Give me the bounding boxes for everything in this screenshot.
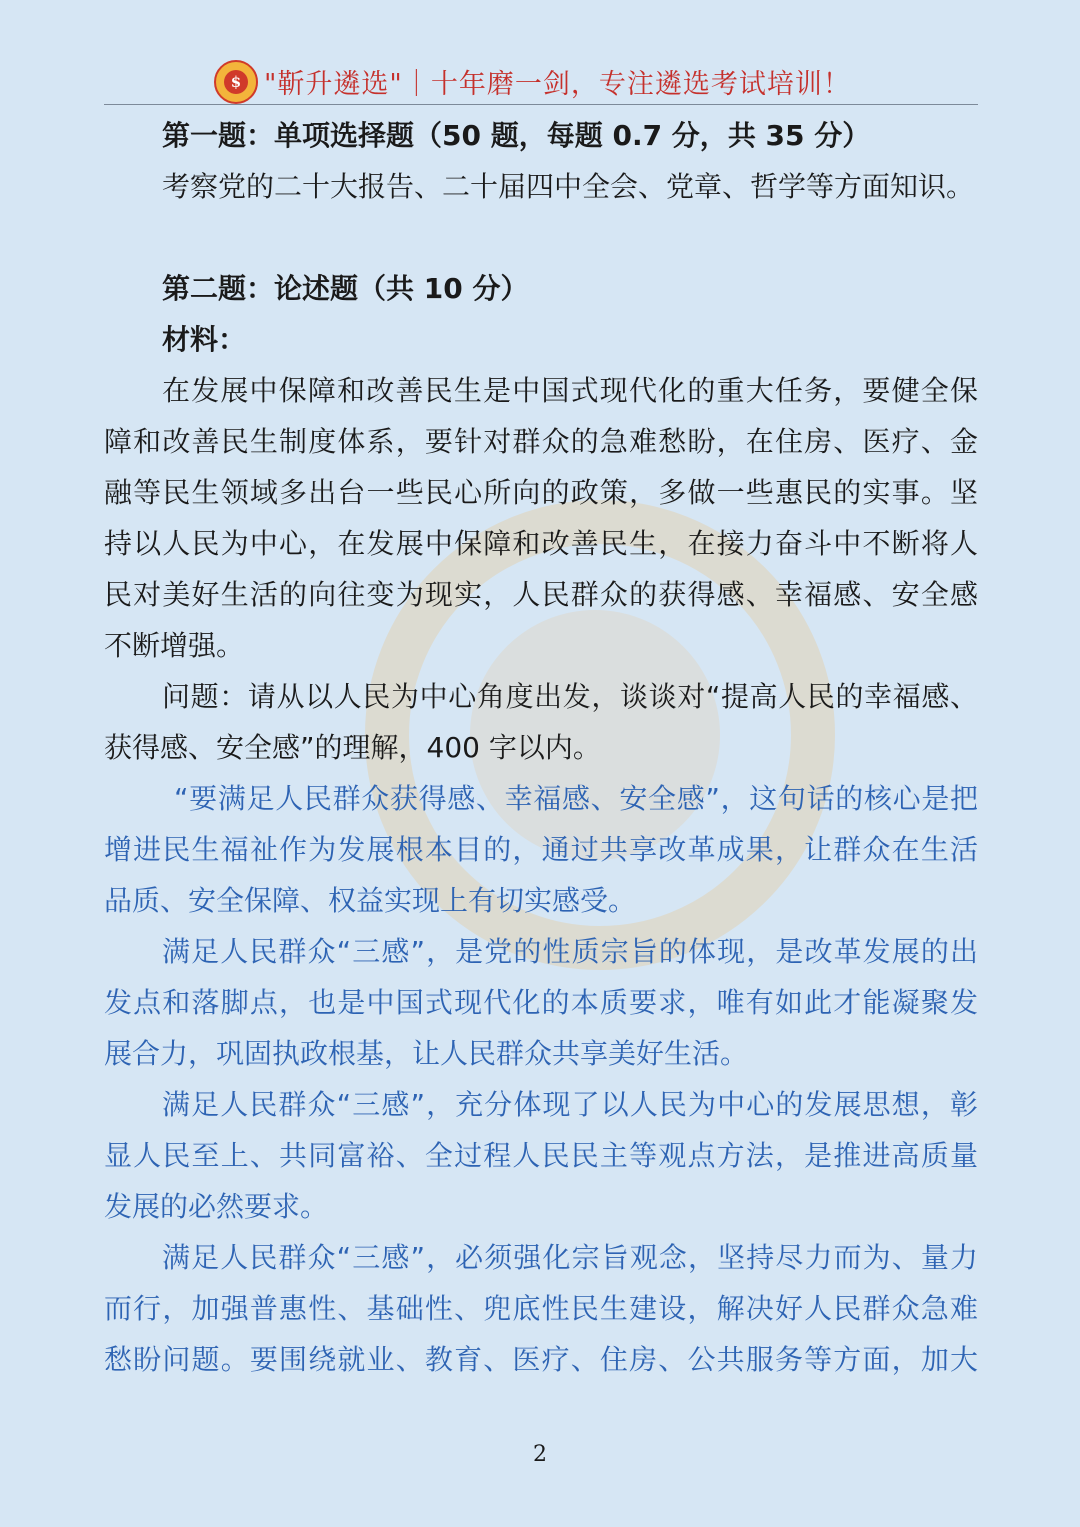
answer-line: 满足人民群众“三感”，充分体现了以人民为中心的发展思想，彰 — [162, 1088, 978, 1121]
answer-line: 发展的必然要求。 — [104, 1190, 329, 1223]
answer-line: 愁盼问题。要围绕就业、教育、医疗、住房、公共服务等方面，加大 — [104, 1343, 978, 1376]
material-line: 民对美好生活的向往变为现实，人民群众的获得感、幸福感、安全感 — [104, 578, 978, 611]
header-slogan: "靳升遴选"｜十年磨一剑，专注遴选考试培训！ — [264, 69, 851, 100]
answer-line: 满足人民群众“三感”，是党的性质宗旨的体现，是改革发展的出 — [162, 935, 978, 968]
answer-line: 增进民生福祉作为发展根本目的，通过共享改革成果，让群众在生活 — [104, 833, 978, 866]
spacer — [104, 212, 978, 263]
answer-line: 满足人民群众“三感”，必须强化宗旨观念，坚持尽力而为、量力 — [162, 1241, 978, 1274]
material-line: 融等民生领域多出台一些民心所向的政策，多做一些惠民的实事。坚 — [104, 476, 978, 509]
section2-title: 第二题：论述题（共 10 分） — [162, 272, 529, 305]
answer-line: 品质、安全保障、权益实现上有切实感受。 — [104, 884, 637, 917]
logo-mark-icon: $ — [224, 70, 248, 94]
material-label: 材料： — [162, 323, 247, 356]
section1-desc: 考察党的二十大报告、二十届四中全会、党章、哲学等方面知识。 — [162, 170, 975, 203]
material-line: 不断增强。 — [104, 629, 245, 662]
document-body — [104, 110, 978, 1385]
section1-title: 第一题：单项选择题（50 题，每题 0.7 分，共 35 分） — [162, 119, 871, 152]
question-line: 问题：请从以人民为中心角度出发，谈谈对“提高人民的幸福感、 — [162, 680, 978, 713]
page-number: 2 — [533, 1442, 547, 1467]
material-line: 障和改善民生制度体系，要针对群众的急难愁盼，在住房、医疗、金 — [104, 425, 978, 458]
material-line: 持以人民为中心，在发展中保障和改善民生，在接力奋斗中不断将人 — [104, 527, 978, 560]
answer-line: 展合力，巩固执政根基，让人民群众共享美好生活。 — [104, 1037, 749, 1070]
question-line: 获得感、安全感”的理解，400 字以内。 — [104, 731, 601, 764]
page-header — [104, 52, 978, 105]
answer-line: “要满足人民群众获得感、幸福感、安全感”，这句话的核心是把 — [174, 782, 978, 815]
material-line: 在发展中保障和改善民生是中国式现代化的重大任务，要健全保 — [162, 374, 978, 407]
answer-line: 显人民至上、共同富裕、全过程人民民主等观点方法，是推进高质量 — [104, 1139, 978, 1172]
answer-line: 而行，加强普惠性、基础性、兜底性民生建设，解决好人民群众急难 — [104, 1292, 978, 1325]
xinsheng-logo-icon — [214, 60, 258, 104]
answer-line: 发点和落脚点，也是中国式现代化的本质要求，唯有如此才能凝聚发 — [104, 986, 978, 1019]
